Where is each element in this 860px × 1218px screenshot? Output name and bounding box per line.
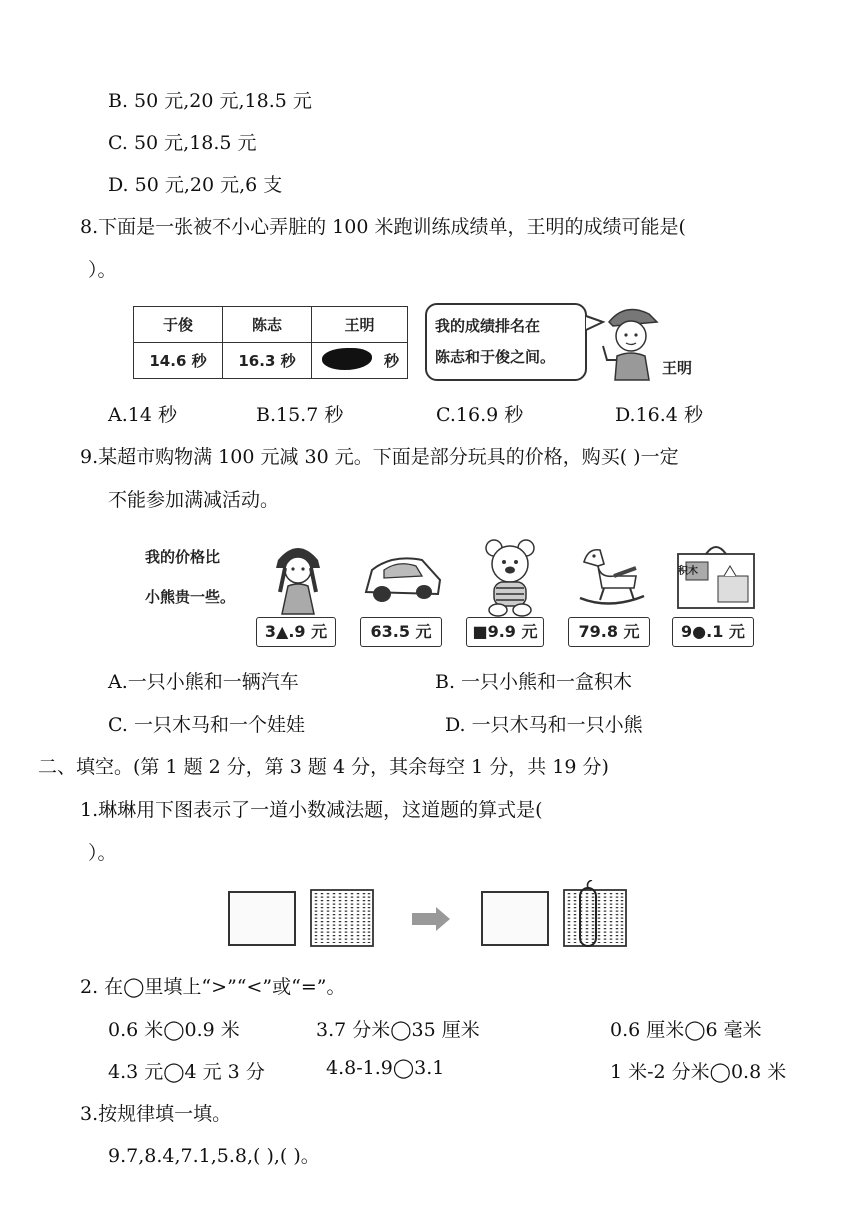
q9-stem-line2: 不能参加满减活动。 — [108, 489, 280, 511]
teddy-bear-icon — [478, 538, 542, 618]
section-2-title: 二、填空。(第 1 题 2 分，第 3 题 4 分，其余每空 1 分，共 19 分) — [38, 756, 609, 778]
compare-item-2: 3.7 分米◯35 厘米 — [316, 1019, 480, 1041]
bubble-line-1: 我的成绩排名在 — [435, 317, 541, 335]
header-chenzhi: 陈志 — [223, 307, 312, 343]
tenths-grid-left — [310, 889, 374, 947]
q8-option-c: C.16.9 秒 — [436, 404, 524, 426]
q9-option-b: B. 一只小熊和一盒积木 — [435, 671, 633, 693]
q8-option-b: B.15.7 秒 — [256, 404, 344, 426]
compare-item-1: 0.6 米◯0.9 米 — [108, 1019, 240, 1041]
speaker-name: 王明 — [662, 359, 693, 377]
score-yujun: 14.6 秒 — [134, 343, 223, 379]
q7-option-c: C. 50 元,18.5 元 — [108, 132, 257, 154]
s2-q1-stem: 1.琳琳用下图表示了一道小数减法题，这道题的算式是( — [80, 799, 543, 821]
price-tag-horse: 79.8 元 — [568, 617, 650, 647]
q9-option-d: D. 一只木马和一只小熊 — [445, 714, 643, 736]
price-tag-bear: ■9.9 元 — [466, 617, 544, 647]
q8-stem: 8.下面是一张被不小心弄脏的 100 米跑训练成绩单，王明的成绩可能是( — [80, 216, 686, 238]
right-arrow-icon — [410, 906, 452, 932]
price-tag-doll: 3▲.9 元 — [256, 617, 336, 647]
header-yujun: 于俊 — [134, 307, 223, 343]
q8-stem-end: ）。 — [88, 259, 117, 281]
compare-item-3: 0.6 厘米◯6 毫米 — [610, 1019, 762, 1041]
price-tag-blocks: 9●.1 元 — [672, 617, 754, 647]
score-wangming-unit: 秒 — [383, 352, 399, 370]
whole-square-left — [228, 891, 296, 946]
score-wangming — [312, 343, 408, 379]
q7-option-d: D. 50 元,20 元,6 支 — [108, 174, 283, 196]
compare-item-4: 4.3 元◯4 元 3 分 — [108, 1061, 265, 1083]
q9-option-c: C. 一只木马和一个娃娃 — [108, 714, 305, 736]
doll-icon — [268, 538, 328, 618]
q9-stem: 9.某超市购物满 100 元减 30 元。下面是部分玩具的价格，购买( )一定 — [80, 446, 679, 468]
speech-line-2: 小熊贵一些。 — [145, 588, 236, 606]
s2-q3-sequence: 9.7,8.4,7.1,5.8,( ),( )。 — [108, 1145, 320, 1167]
bubble-line-2: 陈志和于俊之间。 — [435, 348, 556, 366]
speech-line-1: 我的价格比 — [145, 548, 221, 566]
price-tag-car: 63.5 元 — [360, 617, 442, 647]
q7-option-b: B. 50 元,20 元,18.5 元 — [108, 90, 312, 112]
tenths-grid-right — [562, 880, 632, 948]
boy-icon — [595, 300, 665, 382]
q8-option-d: D.16.4 秒 — [615, 404, 703, 426]
s2-q3-stem: 3.按规律填一填。 — [80, 1103, 232, 1125]
header-wangming: 王明 — [312, 307, 408, 343]
s2-q2-stem: 2. 在◯里填上“>”“<”或“=”。 — [80, 976, 346, 998]
compare-item-6: 1 米-2 分米◯0.8 米 — [610, 1061, 787, 1083]
score-chenzhi: 16.3 秒 — [223, 343, 312, 379]
q8-option-a: A.14 秒 — [108, 404, 177, 426]
ink-blot-icon — [322, 348, 372, 370]
compare-item-5: 4.8-1.9◯3.1 — [326, 1057, 445, 1079]
q9-option-a: A.一只小熊和一辆汽车 — [108, 671, 299, 693]
toy-car-icon — [362, 548, 444, 608]
speech-bubble — [425, 303, 587, 381]
s2-q1-stem-end: ）。 — [88, 842, 117, 864]
whole-square-right — [481, 891, 549, 946]
block-box-label: 积木 — [678, 566, 698, 577]
rocking-horse-icon — [574, 544, 646, 610]
score-table — [133, 306, 408, 379]
